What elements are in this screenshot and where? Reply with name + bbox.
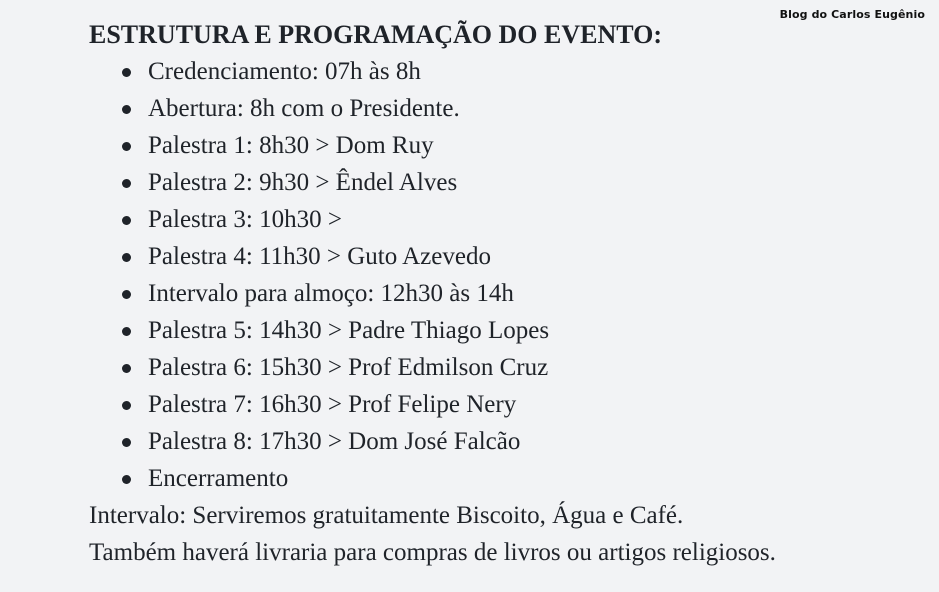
list-item-text: Abertura: 8h com o Presidente. xyxy=(148,95,460,122)
bullet-icon xyxy=(122,475,131,484)
bullet-icon xyxy=(122,401,131,410)
list-item-text: Palestra 5: 14h30 > Padre Thiago Lopes xyxy=(148,317,550,344)
list-item xyxy=(148,386,919,423)
list-item xyxy=(148,127,919,164)
list-item-text: Palestra 2: 9h30 > Êndel Alves xyxy=(148,169,458,196)
list-item xyxy=(148,423,919,460)
list-item xyxy=(148,164,919,201)
bullet-icon xyxy=(122,290,131,299)
bullet-icon xyxy=(122,142,131,151)
list-item-text: Palestra 4: 11h30 > Guto Azevedo xyxy=(148,243,491,270)
list-item xyxy=(148,90,919,127)
bullet-icon xyxy=(122,68,131,77)
list-item xyxy=(148,312,919,349)
list-item-text: Credenciamento: 07h às 8h xyxy=(148,58,421,85)
list-item-text: Encerramento xyxy=(148,465,289,492)
refreshments-note: Intervalo: Serviremos gratuitamente Biscoito, Água e Café. xyxy=(89,502,684,529)
list-item-text: Palestra 1: 8h30 > Dom Ruy xyxy=(148,132,434,159)
program-list xyxy=(89,53,919,497)
bullet-icon xyxy=(122,253,131,262)
list-item xyxy=(148,349,919,386)
list-item xyxy=(148,201,919,238)
event-program xyxy=(89,16,919,571)
list-item-text: Palestra 7: 16h30 > Prof Felipe Nery xyxy=(148,391,517,418)
program-heading: ESTRUTURA E PROGRAMAÇÃO DO EVENTO: xyxy=(89,20,663,49)
list-item-text: Palestra 8: 17h30 > Dom José Falcão xyxy=(148,428,521,455)
list-item xyxy=(148,53,919,90)
list-item xyxy=(148,238,919,275)
list-item xyxy=(148,275,919,312)
bullet-icon xyxy=(122,327,131,336)
bookstore-note: Também haverá livraria para compras de livros ou artigos religiosos. xyxy=(89,539,776,566)
bullet-icon xyxy=(122,216,131,225)
bullet-icon xyxy=(122,179,131,188)
list-item-text: Intervalo para almoço: 12h30 às 14h xyxy=(148,280,514,307)
bullet-icon xyxy=(122,438,131,447)
list-item xyxy=(148,460,919,497)
list-item-text: Palestra 3: 10h30 > xyxy=(148,206,342,233)
watermark-logo: Blog do Carlos Eugênio xyxy=(779,8,925,21)
bullet-icon xyxy=(122,364,131,373)
bullet-icon xyxy=(122,105,131,114)
list-item-text: Palestra 6: 15h30 > Prof Edmilson Cruz xyxy=(148,354,549,381)
